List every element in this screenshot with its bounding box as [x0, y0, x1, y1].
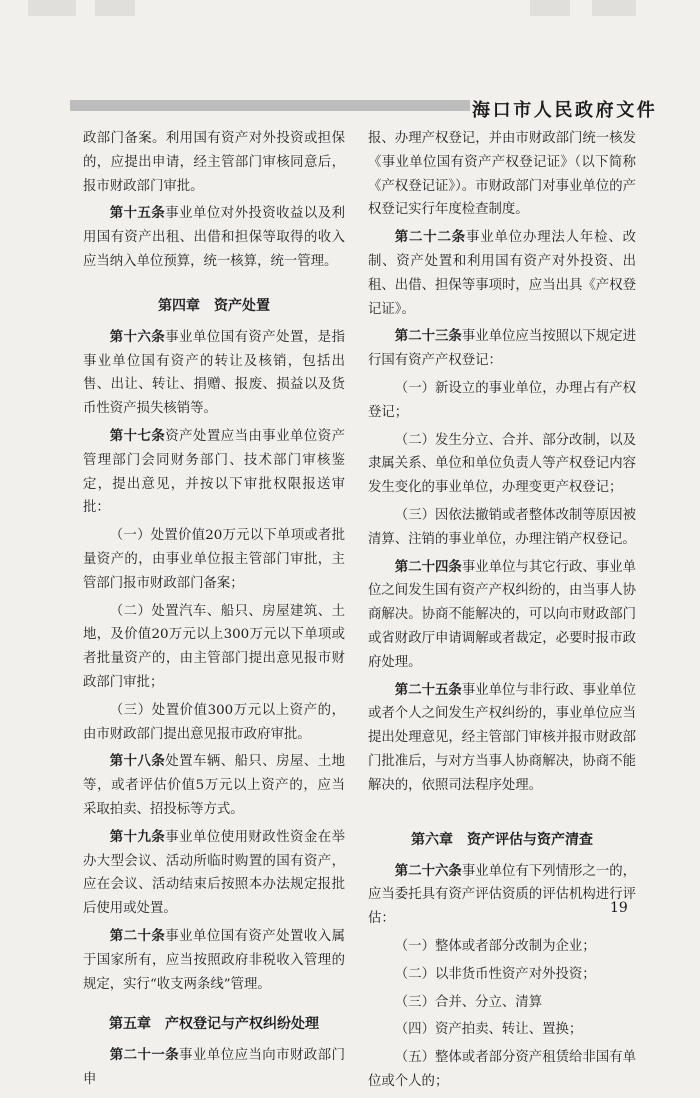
page-number: 19	[610, 900, 628, 916]
article-18	[83, 750, 345, 821]
article-text: 事业单位对外投资收益以及利用国有资产出租、出借和担保等取得的收入应当纳入单位预算，统一核算，统一管理。	[83, 206, 345, 269]
article-label: 第二十五条	[394, 681, 462, 698]
article-25	[368, 679, 636, 798]
article-text: 事业单位国有资产处置，是指事业单位国有资产的转让及核销，包括出售、出让、转让、捐赠、报废、损益以及货币性资产损失核销等。	[83, 329, 345, 417]
article-22	[368, 226, 636, 321]
article-label: 第十九条	[109, 828, 166, 845]
list-item: （一）处置价值20万元以下单项或者批量资产的，由事业单位报主管部门审批，主管部门报市财政部门备案；	[83, 528, 345, 591]
article-text: 事业单位应当向市财政部门申	[83, 1048, 346, 1088]
article-label: 第十八条	[109, 753, 166, 770]
article-26	[368, 860, 636, 931]
article-label: 第二十二条	[394, 229, 466, 246]
scan-corner-mark	[28, 0, 76, 16]
list-item: （三）合并、分立、清算	[394, 994, 543, 1010]
list-item: （一）新设立的事业单位，办理占有产权登记；	[368, 380, 636, 420]
article-label: 第二十六条	[394, 862, 462, 879]
article-text: 事业单位与其它行政、事业单位之间发生国有资产产权纠纷的，由当事人协商解决。协商不能解决的，可以向市财政部门或省财政厅申请调解或者裁定，必要时报市政府处理。	[368, 559, 637, 670]
article-label: 第十五条	[109, 205, 166, 222]
list-item: （二）发生分立、合并、部分改制，以及隶属关系、单位和单位负责人等产权登记内容发生变化的事业单位，办理变更产权登记；	[368, 432, 636, 496]
article-label: 第二十四条	[394, 558, 462, 575]
article-24	[368, 556, 636, 675]
document-header-title: 海口市人民政府文件	[472, 100, 658, 121]
list-item: （四）资产拍卖、转让、置换；	[394, 1022, 583, 1038]
article-label: 第十七条	[109, 427, 166, 444]
article-23	[368, 325, 636, 373]
article-21	[83, 1044, 345, 1092]
article-16	[83, 326, 345, 421]
article-text: 事业单位有下列情形之一的，应当委托具有资产评估资质的评估机构进行评估：	[368, 863, 637, 927]
right-column	[368, 127, 636, 1098]
article-label: 第十六条	[109, 328, 166, 345]
chapter-heading: 第六章 资产评估与资产清查	[411, 831, 593, 848]
left-column	[83, 127, 345, 1096]
scan-corner-mark	[530, 0, 570, 16]
article-text: 资产处置应当由事业单位资产管理部门会同财务部门、技术部门审核鉴定，提出意见，并按以下审批权限报送审批：	[83, 428, 345, 516]
article-19	[83, 826, 345, 921]
list-item: （二）处置汽车、船只、房屋建筑、土地，及价值20万元以上300万元以下单项或者批量资产的，由主管部门提出意见报市财政部门审批；	[83, 603, 345, 690]
list-item: （三）处置价值300万元以上资产的，由市财政部门提出意见报市政府审批。	[83, 702, 345, 742]
chapter-heading: 第四章 资产处置	[158, 297, 270, 314]
paragraph: 政部门备案。利用国有资产对外投资或担保的，应提出申请，经主管部门审核同意后，报市财政部门审批。	[83, 131, 345, 194]
list-item: （三）因依法撤销或者整体改制等原因被清算、注销的事业单位，办理注销产权登记。	[368, 507, 636, 547]
article-text: 事业单位办理法人年检、改制、资产处置和利用国有资产对外投资、出租、出借、担保等事项时，应当出具《产权登记证》。	[368, 230, 637, 317]
article-text: 事业单位应当按照以下规定进行国有资产产权登记：	[368, 329, 637, 369]
list-item: （二）以非货币性资产对外投资；	[394, 966, 596, 982]
paragraph: 报、办理产权登记，并由市财政部门统一核发《事业单位国有资产产权登记证》（以下简称《产权登记证》）。市财政部门对事业单位的产权登记实行年度检查制度。	[368, 131, 636, 218]
article-15	[83, 202, 345, 273]
article-17	[83, 425, 345, 520]
scan-corner-mark	[592, 0, 636, 16]
chapter-heading: 第五章 产权登记与产权纠纷处理	[109, 1016, 319, 1033]
article-20	[83, 925, 345, 996]
list-item: （五）整体或者部分资产租赁给非国有单位或个人的；	[368, 1050, 636, 1089]
article-label: 第二十条	[109, 927, 166, 944]
article-label: 第二十三条	[394, 328, 462, 345]
article-text: 事业单位国有资产处置收入属于国家所有，应当按照政府非税收入管理的规定，实行“收支两条线”管理。	[83, 928, 345, 992]
article-text: 处置车辆、船只、房屋、土地等，或者评估价值5万元以上资产的，应当采取拍卖、招投标等方式。	[83, 754, 345, 817]
article-text: 事业单位与非行政、事业单位或者个人之间发生产权纠纷的，事业单位应当提出处理意见，经主管部门审核并报市财政部门批准后，与对方当事人协商解决，协商不能解决的，依照司法程序处理。	[368, 682, 637, 793]
article-text: 事业单位使用财政性资金在举办大型会议、活动所临时购置的国有资产，应在会议、活动结束后按照本办法规定报批后使用或处置。	[83, 829, 345, 917]
header-rule	[70, 100, 470, 111]
list-item: （一）整体或者部分改制为企业；	[394, 938, 596, 954]
scan-corner-mark	[95, 0, 135, 16]
article-label: 第二十一条	[109, 1047, 180, 1064]
